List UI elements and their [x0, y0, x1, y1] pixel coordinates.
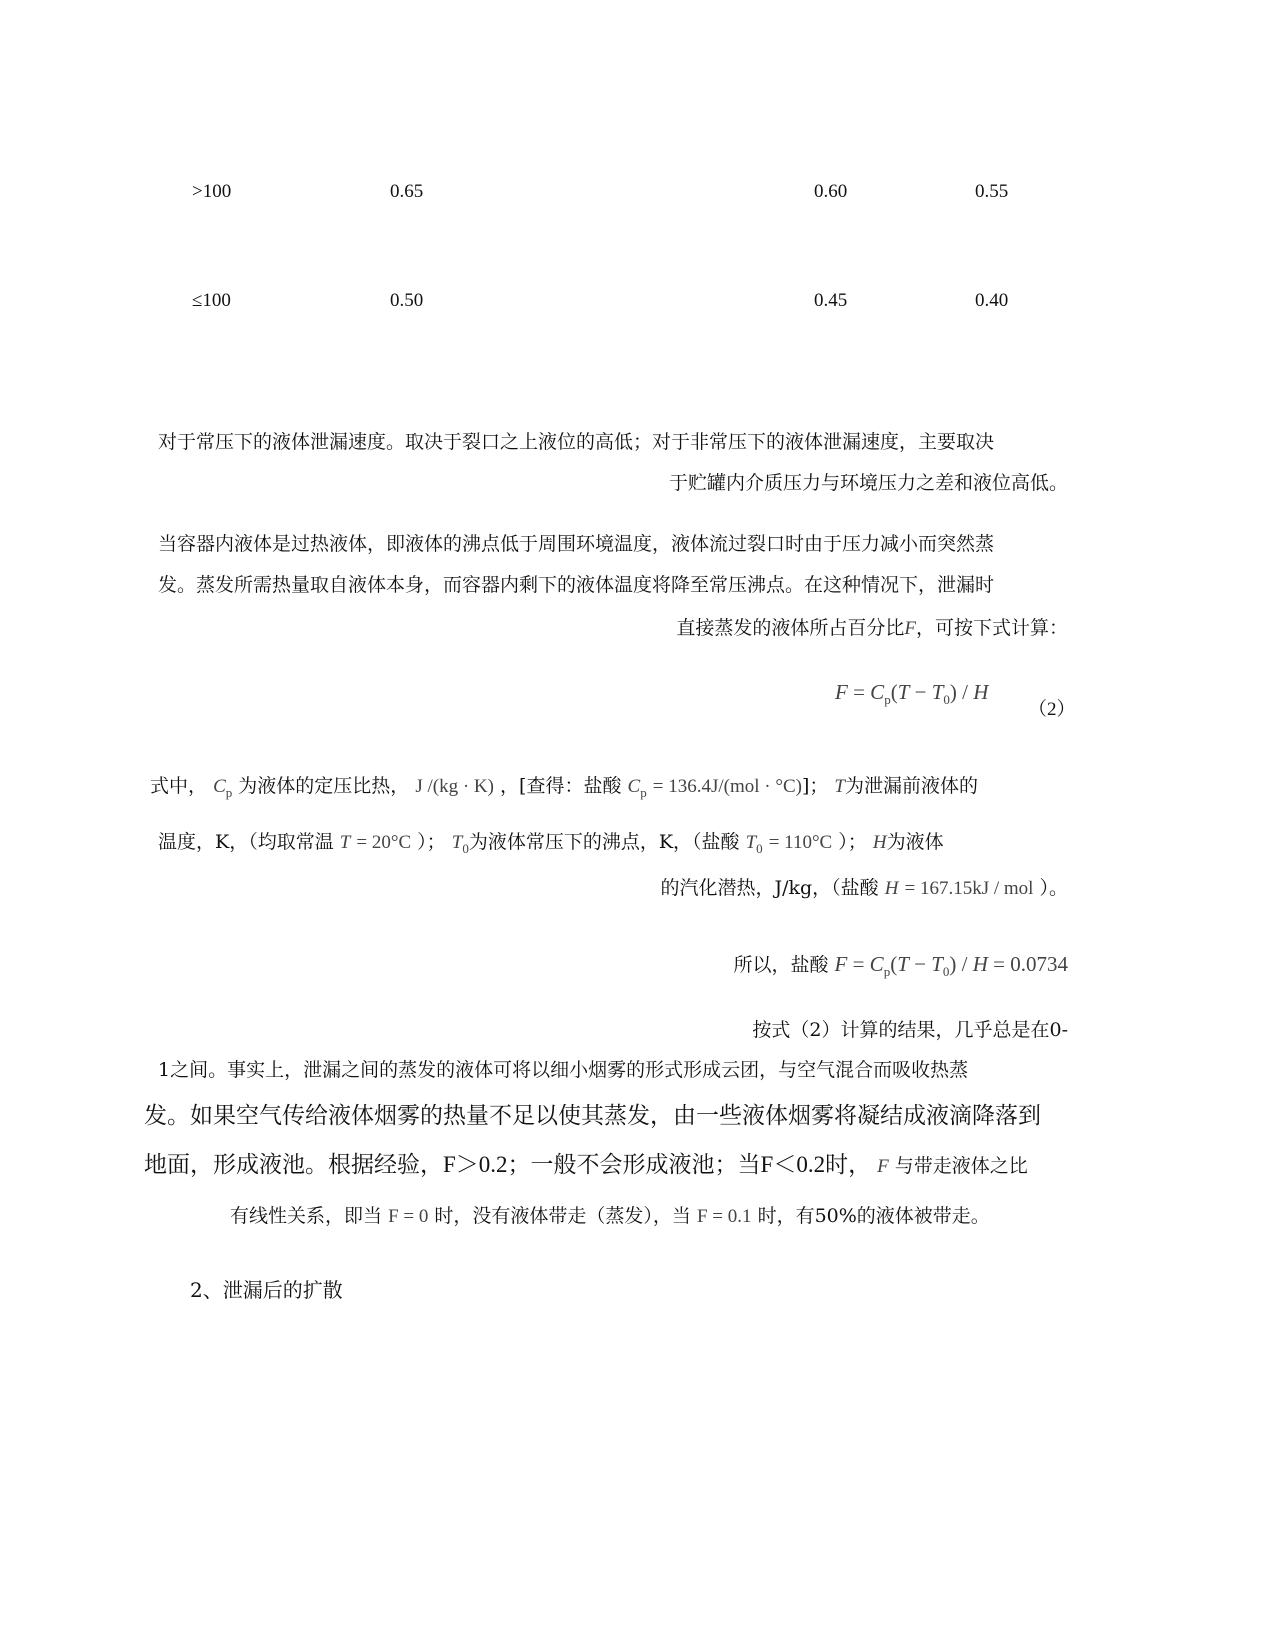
- text-line: 按式（2）计算的结果，几乎总是在0-: [752, 1019, 1068, 1041]
- math-symbol: $C_p$: [627, 776, 647, 800]
- text-line: 式中， $C_p$ 为液体的定压比热， J /(kg · K) ，[查得：盐酸 $C_p = 136.4J/(mol \cdot ^\circ C)$]； T为泄漏前液体的: [150, 775, 979, 800]
- text-line: 1之间。事实上，泄漏之间的蒸发的液体可将以细小烟雾的形式形成云团，与空气混合而吸收热蒸: [158, 1059, 969, 1081]
- equation-number: （2）: [1028, 699, 1076, 720]
- math-symbol: H: [872, 832, 887, 853]
- math-symbol: F: [877, 1156, 889, 1177]
- math-symbol: T: [834, 776, 845, 797]
- math-symbol: $C_p$: [213, 776, 233, 800]
- table-cell: ≤100: [192, 290, 231, 311]
- text-line: 直接蒸发的液体所占百分比F，可按下式计算：: [676, 617, 1068, 639]
- math-symbol: T: [339, 832, 351, 853]
- math-symbol: H: [884, 878, 899, 899]
- text-line: 的汽化潜热，J/kg，（盐酸 H = 167.15kJ / mol ）。: [660, 877, 1068, 899]
- table-cell: 0.50: [390, 290, 424, 311]
- text-line: 对于常压下的液体泄漏速度。取决于裂口之上液位的高低；对于非常压下的液体泄漏速度，主要取决: [158, 431, 995, 453]
- text-line: 当容器内液体是过热液体，即液体的沸点低于周围环境温度，液体流过裂口时由于压力减小而突然蒸: [158, 533, 995, 555]
- table-cell: >100: [192, 181, 232, 202]
- math-symbol: $T_0$: [745, 832, 763, 856]
- math-symbol: $T_0$: [451, 832, 469, 856]
- text-line: 温度，K，（均取常温 T = 20°C ）； $T_0$为液体常压下的沸点，K，（盐酸 $T_0 = 110^\circ C$ ）； H为液体: [158, 831, 944, 856]
- table-cell: 0.60: [814, 181, 848, 202]
- result-line: 所以，盐酸 $F = C_p(T - T_0) / H = 0.0734$: [733, 952, 1068, 979]
- table-cell: 0.65: [390, 181, 424, 202]
- text-line: 发。如果空气传给液体烟雾的热量不足以使其蒸发，由一些液体烟雾将凝结成液滴降落到: [144, 1103, 1041, 1129]
- section-heading: 2、泄漏后的扩散: [190, 1278, 343, 1302]
- table-cell: 0.45: [814, 290, 848, 311]
- text-line: 地面，形成液池。根据经验，F＞0.2；一般不会形成液池；当F＜0.2时， F 与带走液体之比: [144, 1152, 1028, 1178]
- math-symbol: F: [904, 618, 916, 639]
- table-cell: 0.40: [975, 290, 1009, 311]
- text-line: 于贮罐内介质压力与环境压力之差和液位高低。: [668, 472, 1068, 494]
- result-formula: $F = C_p(T - T_0) / H = 0.0734$: [834, 952, 1068, 979]
- text-line: 有线性关系，即当 F = 0 时，没有液体带走（蒸发），当 F = 0.1 时，有50%的液体被带走。: [230, 1205, 990, 1227]
- equation: $F = C_p(T - T_0) / H$: [835, 680, 989, 707]
- table-cell: 0.55: [975, 181, 1009, 202]
- text-line: 发。蒸发所需热量取自液体本身，而容器内剩下的液体温度将降至常压沸点。在这种情况下，泄漏时: [158, 574, 995, 596]
